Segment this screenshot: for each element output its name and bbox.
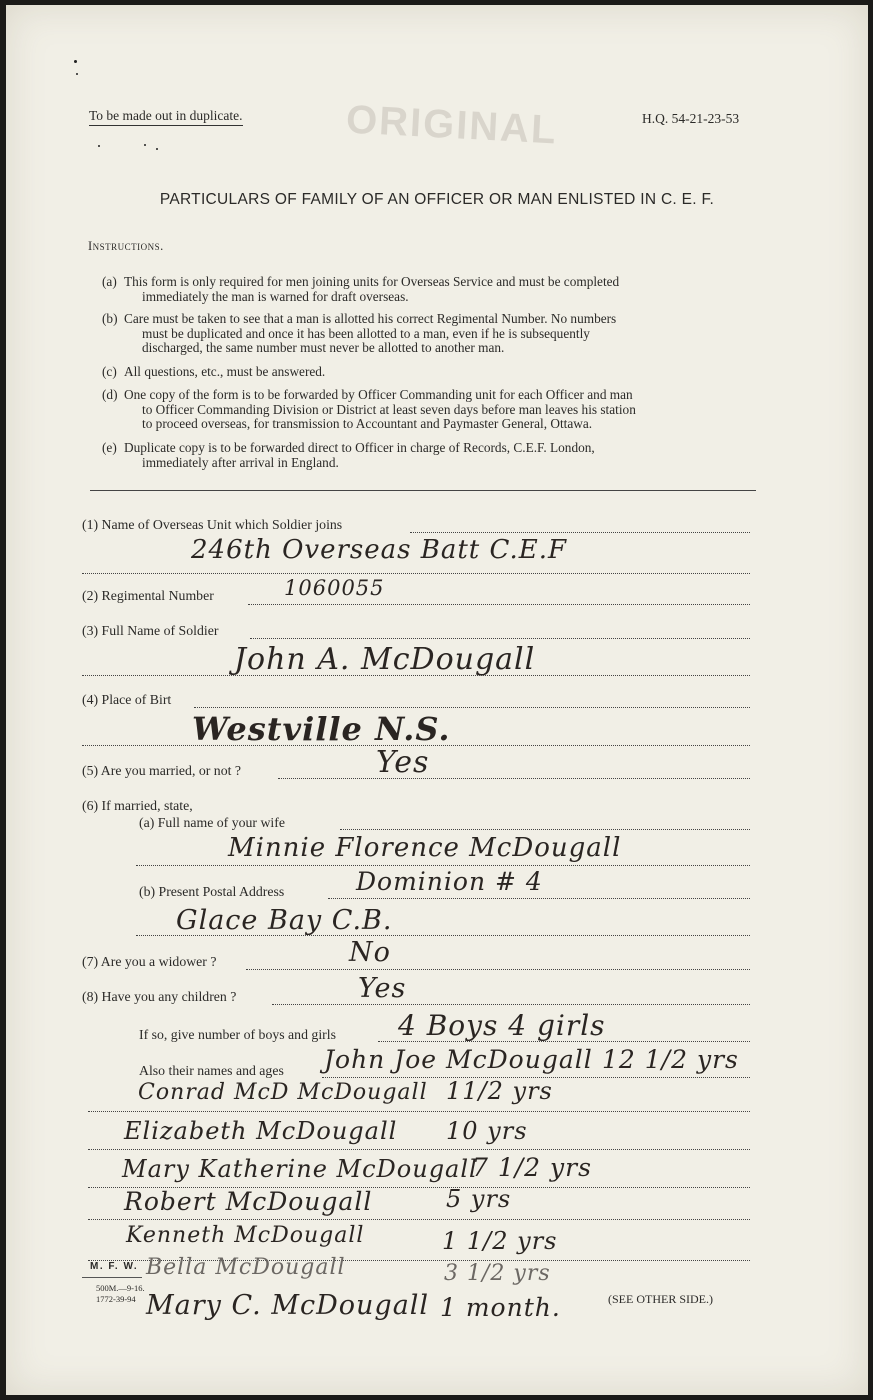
soldier-name-answer: John A. McDougall (234, 642, 536, 677)
widower-answer: No (349, 937, 391, 968)
instruction-text: immediately the man is warned for draft overseas. (142, 288, 409, 304)
question-5-label: (5) Are you married, or not ? (82, 763, 241, 778)
regimental-number-answer: 1060055 (284, 576, 385, 600)
married-answer: Yes (376, 745, 430, 780)
instruction-label: (a) (102, 274, 117, 289)
address-line-2-answer: Glace Bay C.B. (176, 905, 393, 936)
answer-line (82, 573, 750, 574)
instruction-text: must be duplicated and once it has been allotted to a man, even if he is subsequently (142, 325, 590, 341)
instruction-label: (e) (102, 440, 117, 455)
answer-line (248, 604, 750, 605)
child-name: Bella McDougall (146, 1255, 346, 1280)
form-sheet (6, 5, 868, 1395)
instruction-c (102, 365, 757, 380)
answer-line (136, 865, 750, 866)
answer-line (88, 1219, 750, 1220)
child-name: John Joe McDougall (324, 1045, 593, 1074)
children-names-label: Also their names and ages (139, 1063, 284, 1078)
instruction-text: discharged, the same number must never be allotted to another man. (142, 340, 505, 355)
answer-line (88, 1149, 750, 1150)
instruction-text: All questions, etc., must be answered. (124, 364, 326, 379)
child-age: 11/2 yrs (446, 1077, 553, 1105)
instruction-text: This form is only required for men joining units for Overseas Service and must be completed (124, 274, 620, 289)
question-1-label: (1) Name of Overseas Unit which Soldier joins (82, 517, 343, 532)
answer-line (410, 532, 750, 533)
question-7-label: (7) Are you a widower ? (82, 954, 217, 969)
instruction-text: One copy of the form is to be forwarded by Officer Commanding unit for each Officer and man (124, 387, 633, 402)
children-count-answer: 4 Boys 4 girls (398, 1009, 606, 1042)
child-age: 12 1/2 yrs (602, 1045, 739, 1074)
birthplace-answer: Westville N.S. (192, 710, 451, 748)
original-stamp: ORIGINAL (345, 97, 559, 153)
child-name: Mary Katherine McDougall (122, 1155, 478, 1183)
child-name: Kenneth McDougall (126, 1223, 365, 1248)
child-name: Conrad McD McDougall (138, 1080, 428, 1105)
children-answer: Yes (358, 973, 407, 1004)
children-count-label: If so, give number of boys and girls (139, 1027, 336, 1042)
instructions-heading: Instructions. (88, 239, 164, 253)
answer-line (340, 829, 750, 830)
question-2-label: (2) Regimental Number (82, 588, 214, 603)
form-title: PARTICULARS OF FAMILY OF AN OFFICER OR MAN ENLISTED IN C. E. F. (159, 191, 715, 208)
child-age: 1 month. (440, 1293, 561, 1322)
child-age: 3 1/2 yrs (444, 1261, 551, 1286)
question-6b-label: (b) Present Postal Address (139, 884, 285, 899)
answer-line (378, 1041, 750, 1042)
form-reference: H.Q. 54-21-23-53 (642, 111, 740, 126)
instruction-text: Care must be taken to see that a man is allotted his correct Regimental Number. No numbers (124, 311, 617, 326)
instruction-e (102, 441, 757, 470)
instruction-b (102, 312, 757, 356)
wife-name-answer: Minnie Florence McDougall (228, 833, 622, 863)
child-name: Robert McDougall (124, 1187, 373, 1216)
child-age: 10 yrs (446, 1117, 528, 1145)
answer-line (250, 638, 750, 639)
instruction-a (102, 275, 757, 304)
child-name: Mary C. McDougall (146, 1290, 430, 1321)
question-6a-label: (a) Full name of your wife (139, 815, 285, 830)
instruction-text: Duplicate copy is to be forwarded direct to Officer in charge of Records, C.E.F. London, (124, 440, 595, 455)
child-age: 7 1/2 yrs (472, 1153, 592, 1182)
question-4-label: (4) Place of Birt (82, 692, 172, 707)
answer-line (272, 1004, 750, 1005)
instruction-d (102, 388, 757, 432)
instruction-label: (c) (102, 364, 117, 379)
footer-rule (82, 1277, 142, 1278)
child-age: 5 yrs (446, 1185, 512, 1213)
question-6-label: (6) If married, state, (82, 798, 193, 813)
answer-line (82, 675, 750, 676)
child-name: Elizabeth McDougall (124, 1117, 398, 1145)
answer-line (328, 898, 750, 899)
address-line-1-answer: Dominion # 4 (356, 867, 543, 896)
instruction-text: to Officer Commanding Division or District at least seven days before man leaves his station (142, 401, 636, 417)
section-divider (90, 490, 756, 491)
unit-answer: 246th Overseas Batt C.E.F (191, 535, 568, 565)
print-code-2: 1772-39-94 (96, 1294, 136, 1304)
question-8-label: (8) Have you any children ? (82, 989, 237, 1004)
question-3-label: (3) Full Name of Soldier (82, 623, 219, 638)
print-code-1: 500M.—9-16. (96, 1283, 145, 1293)
instruction-label: (b) (102, 311, 118, 326)
see-other-side-note: (SEE OTHER SIDE.) (608, 1292, 713, 1306)
instruction-text: to proceed overseas, for transmission to Accountant and Paymaster General, Ottawa. (142, 416, 593, 431)
instruction-text: immediately after arrival in England. (142, 454, 339, 470)
answer-line (278, 778, 750, 779)
duplicate-note: To be made out in duplicate. (89, 108, 243, 126)
form-code: M. F. W. (90, 1261, 139, 1272)
instruction-label: (d) (102, 387, 118, 402)
answer-line (88, 1111, 750, 1112)
child-age: 1 1/2 yrs (442, 1227, 558, 1255)
answer-line (194, 707, 750, 708)
answer-line (136, 935, 750, 936)
answer-line (246, 969, 750, 970)
